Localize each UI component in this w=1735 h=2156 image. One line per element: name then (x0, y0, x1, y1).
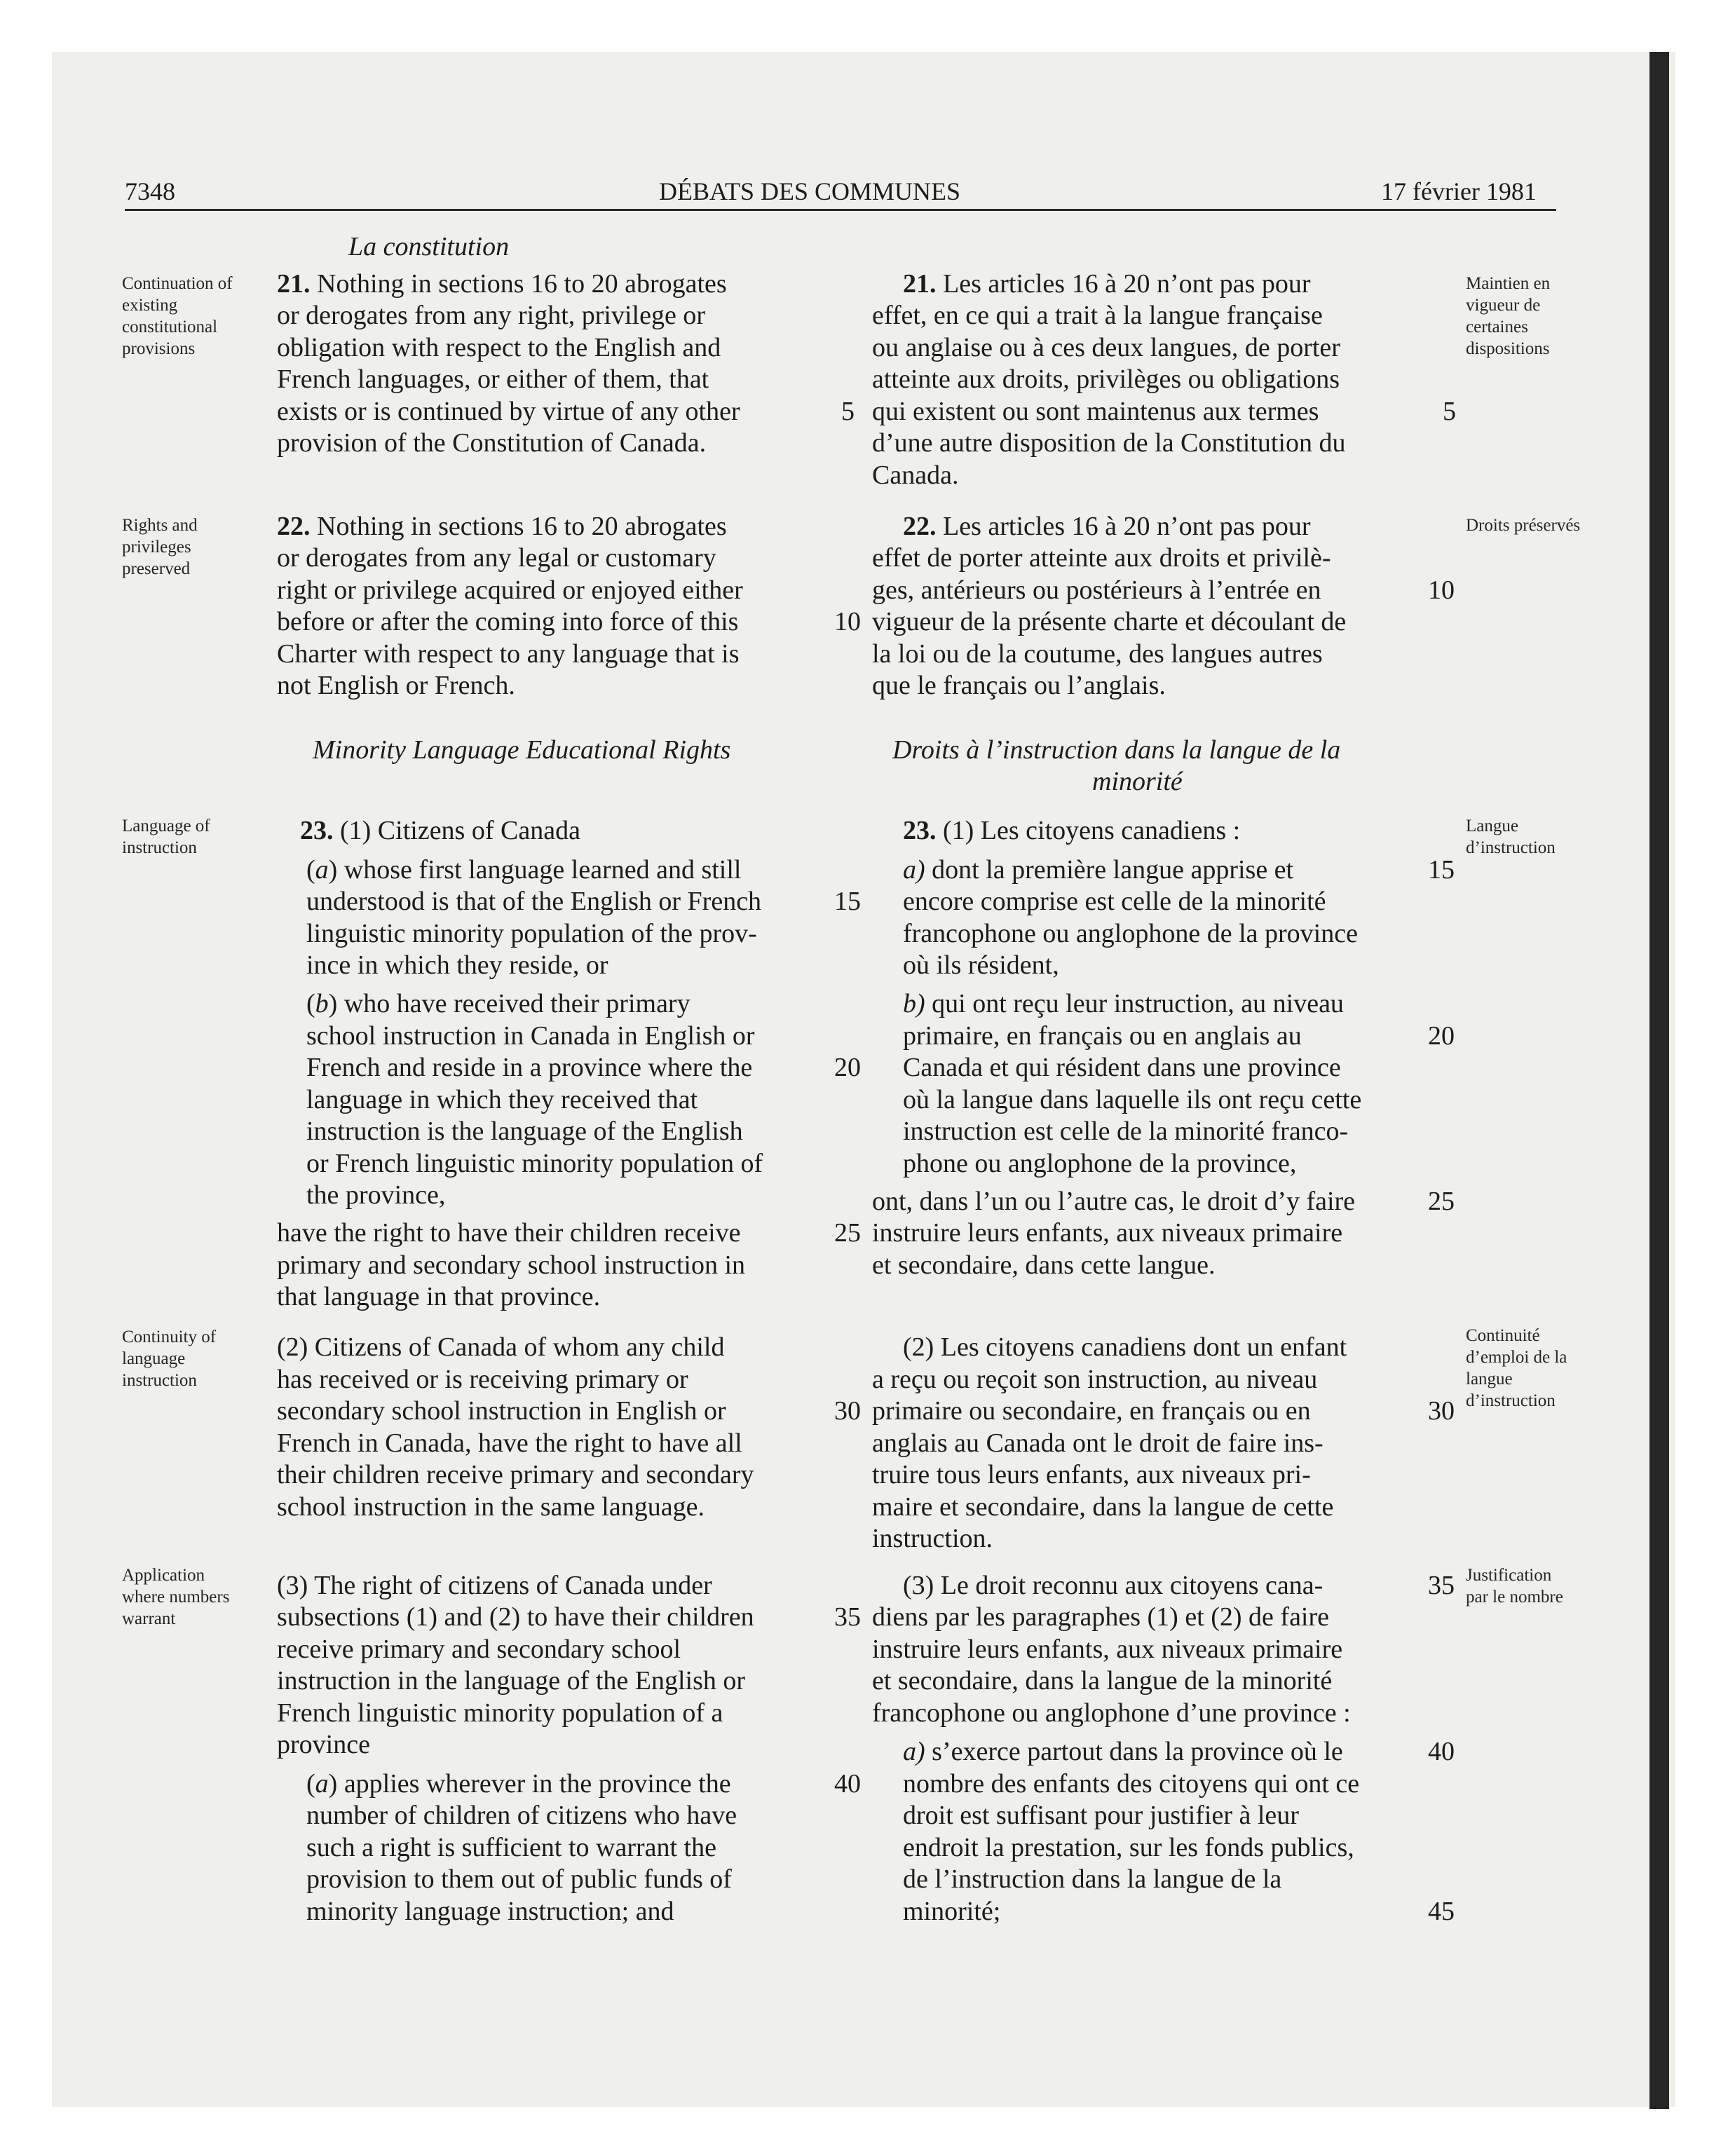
fr-s23-3a-line: de l’instruction dans la langue de la (903, 1864, 1282, 1894)
fr-s23-3-line: (3) Le droit reconnu aux citoyens cana- (903, 1571, 1324, 1600)
fr-s23-3a-line: endroit la prestation, sur les fonds publics, (903, 1833, 1354, 1862)
margin-note-justification: Justification par le nombre (1466, 1566, 1563, 1606)
en-s21-line: obligation with respect to the English and (277, 333, 721, 362)
en-s23-3-line: (3) The right of citizens of Canada under (277, 1571, 712, 1600)
en-s23-3-line: instruction in the language of the English or (277, 1666, 746, 1696)
fr-s22-line: que le français ou l’anglais. (872, 671, 1166, 700)
en-s23-3a-line: number of children of citizens who have (306, 1801, 737, 1830)
fr-s21-line: Canada. (872, 460, 959, 490)
line-number: 45 (1428, 1897, 1455, 1926)
en-closing-line: have the right to have their children receive (277, 1218, 741, 1248)
fr-para-b-line: où la langue dans laquelle ils ont reçu cette (903, 1085, 1362, 1114)
fr-s23-3-line: instruire leurs enfants, aux niveaux primaire (872, 1635, 1343, 1664)
margin-note-continuity: Continuity of language instruction (122, 1328, 217, 1390)
line-number: 15 (834, 887, 861, 916)
margin-note-droits: Droits préservés (1466, 516, 1581, 535)
en-s23-3-line: province (277, 1730, 370, 1759)
line-number: 20 (834, 1053, 861, 1082)
line-number: 5 (841, 397, 855, 426)
fr-s23-2-line: a reçu ou reçoit son instruction, au niveau (872, 1365, 1318, 1394)
margin-note-application: Application where numbers warrant (122, 1566, 230, 1628)
en-para-a-line: ince in which they reside, or (306, 950, 608, 980)
en-closing-line: that language in that province. (277, 1282, 601, 1311)
en-s23-3-line: subsections (1) and (2) to have their children (277, 1602, 754, 1632)
en-para-b-line: instruction is the language of the English (306, 1117, 743, 1146)
fr-s23-2-line: primaire ou secondaire, en français ou en (872, 1396, 1311, 1426)
line-number: 15 (1428, 855, 1455, 885)
line-number: 20 (1428, 1021, 1455, 1051)
en-para-a-line: (a) whose first language learned and still (306, 855, 742, 885)
en-s22-line: 22. Nothing in sections 16 to 20 abrogates (277, 512, 727, 541)
fr-s22-line: effet de porter atteinte aux droits et privilè- (872, 543, 1331, 573)
fr-s21-line: qui existent ou sont maintenus aux termes (872, 397, 1319, 426)
section-heading: La constitution (348, 232, 510, 261)
en-s23-2-line: French in Canada, have the right to have all (277, 1428, 742, 1458)
en-s22-line: before or after the coming into force of this (277, 607, 739, 636)
line-number: 35 (1428, 1571, 1455, 1600)
en-s21-line: French languages, or either of them, that (277, 364, 709, 394)
fr-s23-2-line: maire et secondaire, dans la langue de cette (872, 1492, 1334, 1522)
header-rule (125, 209, 1556, 211)
en-para-a-line: understood is that of the English or French (306, 887, 762, 916)
fr-s22-line: 22. Les articles 16 à 20 n’ont pas pour (903, 512, 1311, 541)
fr-s21-line: ou anglaise ou à ces deux langues, de porter (872, 333, 1340, 362)
en-s22-line: right or privilege acquired or enjoyed either (277, 575, 743, 605)
fr-para-b-line: instruction est celle de la minorité franco- (903, 1117, 1349, 1146)
en-s23-2-line: (2) Citizens of Canada of whom any child (277, 1332, 725, 1362)
fr-closing-line: instruire leurs enfants, aux niveaux primaire (872, 1218, 1343, 1248)
line-number: 30 (1428, 1396, 1455, 1426)
fr-para-b-line: primaire, en français ou en anglais au (903, 1021, 1302, 1051)
page-title: DÉBATS DES COMMUNES (659, 177, 961, 205)
fr-minority-heading: Droits à l’instruction dans la langue de la (892, 735, 1341, 765)
fr-s23-2-line: (2) Les citoyens canadiens dont un enfant (903, 1332, 1347, 1362)
en-closing-line: primary and secondary school instruction in (277, 1250, 746, 1280)
line-number: 40 (1428, 1737, 1455, 1766)
fr-s21-line: d’une autre disposition de la Constitution du (872, 428, 1346, 458)
en-s22-line: or derogates from any legal or customary (277, 543, 716, 573)
line-number: 40 (834, 1769, 861, 1799)
fr-para-a-line: francophone ou anglophone de la province (903, 919, 1358, 948)
en-s21-line: provision of the Constitution of Canada. (277, 428, 707, 458)
fr-s23-3-line: diens par les paragraphes (1) et (2) de faire (872, 1602, 1330, 1632)
scan-edge-bar (1649, 52, 1669, 2109)
en-s23-2-line: their children receive primary and secondary (277, 1460, 754, 1489)
en-s22-line: not English or French. (277, 671, 515, 700)
fr-s23-3-line: francophone ou anglophone d’une province : (872, 1698, 1351, 1728)
fr-para-b-line: b) qui ont reçu leur instruction, au niveau (903, 989, 1344, 1018)
fr-s23-3a-line: a) s’exerce partout dans la province où le (903, 1737, 1343, 1766)
fr-closing-line: et secondaire, dans cette langue. (872, 1250, 1216, 1280)
fr-s23-3-line: et secondaire, dans la langue de la minorité (872, 1666, 1333, 1696)
fr-s21-line: effet, en ce qui a trait à la langue française (872, 301, 1323, 330)
line-number: 25 (834, 1218, 861, 1248)
en-s23-3-line: French linguistic minority population of a (277, 1698, 723, 1728)
en-para-b-line: or French linguistic minority population of (306, 1149, 763, 1178)
fr-s22-line: ges, antérieurs ou postérieurs à l’entrée en (872, 575, 1321, 605)
en-s21-line: 21. Nothing in sections 16 to 20 abrogates (277, 269, 727, 299)
line-number: 25 (1428, 1187, 1455, 1216)
line-number: 35 (834, 1602, 861, 1632)
line-number: 5 (1443, 397, 1456, 426)
fr-para-a-line: a) dont la première langue apprise et (903, 855, 1294, 885)
page-date: 17 février 1981 (1381, 177, 1537, 205)
en-s23-3a-line: provision to them out of public funds of (306, 1864, 732, 1894)
en-s21-line: exists or is continued by virtue of any other (277, 397, 740, 426)
fr-s23-2-line: truire tous leurs enfants, aux niveaux pri- (872, 1460, 1311, 1489)
en-s23-2-line: school instruction in the same language. (277, 1492, 705, 1522)
en-s22-line: Charter with respect to any language that is (277, 639, 740, 669)
line-number: 10 (834, 607, 861, 636)
margin-note-continuite: Continuité d’emploi de la langue d’instruction (1466, 1326, 1567, 1410)
page-number: 7348 (125, 177, 175, 205)
fr-s22-line: la loi ou de la coutume, des langues autres (872, 639, 1323, 669)
en-s23-3a-line: minority language instruction; and (306, 1897, 674, 1926)
en-minority-heading: Minority Language Educational Rights (313, 735, 731, 765)
en-s23-2-line: secondary school instruction in English or (277, 1396, 726, 1426)
en-para-b-line: (b) who have received their primary (306, 989, 690, 1018)
fr-s21-line: 21. Les articles 16 à 20 n’ont pas pour (903, 269, 1311, 299)
fr-s23-2-line: anglais au Canada ont le droit de faire ins- (872, 1428, 1324, 1458)
fr-closing-line: ont, dans l’un ou l’autre cas, le droit d’y faire (872, 1187, 1356, 1216)
fr-minority-heading: minorité (1092, 767, 1183, 796)
fr-s23-3a-line: droit est suffisant pour justifier à leur (903, 1801, 1299, 1830)
fr-para-b-line: phone ou anglophone de la province, (903, 1149, 1297, 1178)
line-number: 30 (834, 1396, 861, 1426)
margin-note-language: Language of instruction (122, 817, 210, 857)
en-s23-3-line: receive primary and secondary school (277, 1635, 681, 1664)
en-s23-3a-line: (a) applies wherever in the province the (306, 1769, 731, 1799)
fr-s23-3a-line: minorité; (903, 1897, 1001, 1926)
fr-s23-intro: 23. (1) Les citoyens canadiens : (903, 816, 1241, 845)
en-para-b-line: the province, (306, 1180, 446, 1210)
en-s23-3a-line: such a right is sufficient to warrant the (306, 1833, 716, 1862)
en-para-b-line: French and reside in a province where the (306, 1053, 753, 1082)
en-para-a-line: linguistic minority population of the prov- (306, 919, 757, 948)
margin-note-langue: Langue d’instruction (1466, 817, 1556, 857)
fr-para-b-line: Canada et qui résident dans une province (903, 1053, 1341, 1082)
en-para-b-line: language in which they received that (306, 1085, 698, 1114)
margin-note-rights: Rights and privileges preserved (122, 516, 198, 578)
fr-s23-2-line: instruction. (872, 1524, 993, 1553)
fr-para-a-line: où ils résident, (903, 950, 1059, 980)
en-para-b-line: school instruction in Canada in English or (306, 1021, 755, 1051)
en-s21-line: or derogates from any right, privilege or (277, 301, 705, 330)
fr-s21-line: atteinte aux droits, privilèges ou obligations (872, 364, 1340, 394)
fr-para-a-line: encore comprise est celle de la minorité (903, 887, 1326, 916)
en-s23-intro: 23. (1) Citizens of Canada (300, 816, 580, 845)
margin-note-continuation: Continuation of existing constitutional provisions (122, 274, 233, 358)
line-number: 10 (1428, 575, 1455, 605)
en-s23-2-line: has received or is receiving primary or (277, 1365, 688, 1394)
fr-s23-3a-line: nombre des enfants des citoyens qui ont ce (903, 1769, 1360, 1799)
margin-note-maintien: Maintien en vigueur de certaines dispositions (1466, 274, 1551, 358)
fr-s22-line: vigueur de la présente charte et découlant de (872, 607, 1347, 636)
